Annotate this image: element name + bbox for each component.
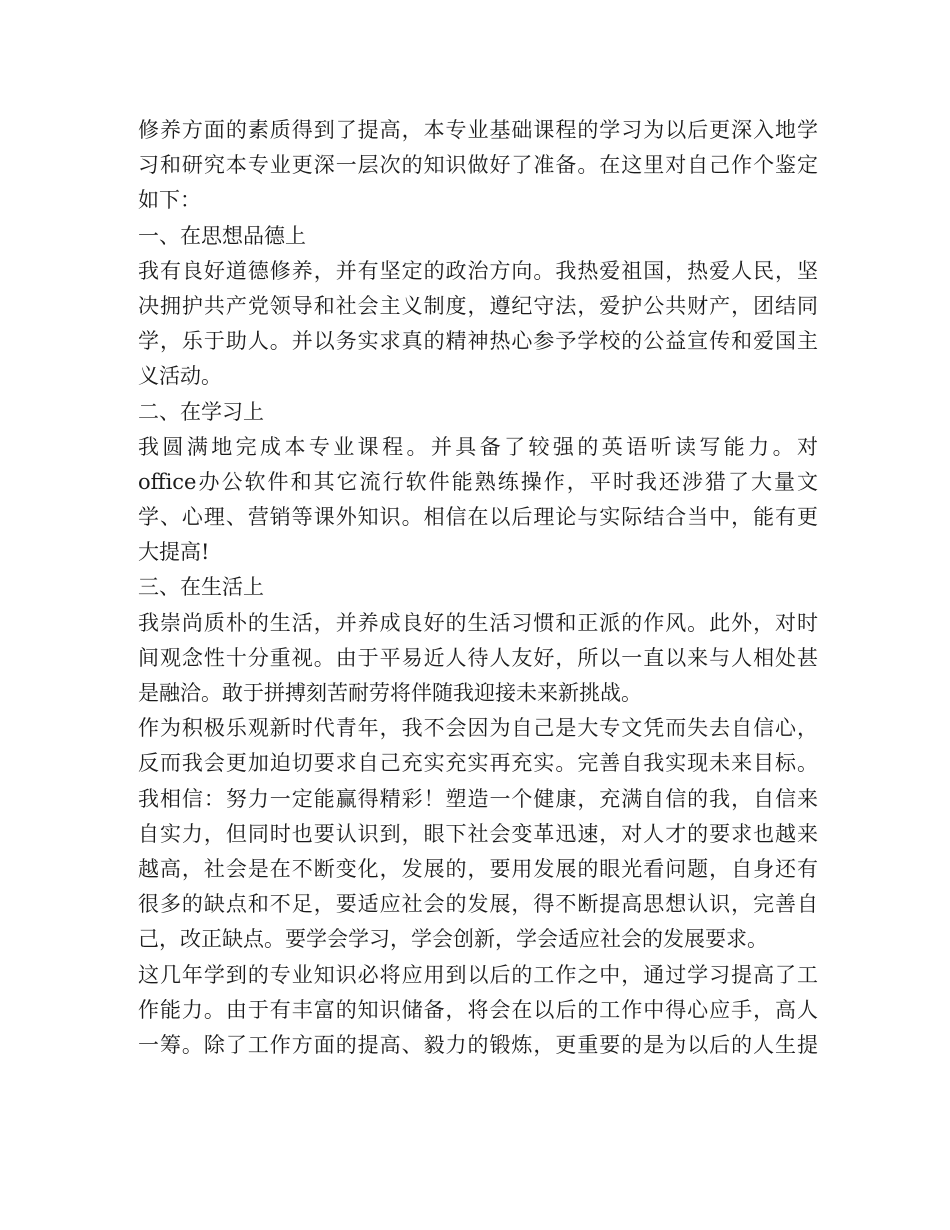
text-line: 己，改正缺点。要学会学习，学会创新，学会适应社会的发展要求。: [138, 927, 768, 952]
text-line: 如下：: [138, 188, 201, 213]
section-heading: 一、在思想品德上: [138, 223, 306, 248]
section-heading: 二、在学习上: [138, 399, 264, 424]
text-line: 是融洽。敢于拼搏刻苦耐劳将伴随我迎接未来新挑战。: [138, 681, 642, 705]
text-line: 反而我会更加迫切要求自己充实充实再充实。完善自我实现未来目标。: [138, 751, 818, 776]
text-line: 大提高!: [138, 540, 210, 565]
text-line: 作为积极乐观新时代青年，我不会因为自己是大专文凭而失去自信心，: [138, 716, 818, 741]
text-line: 作能力。由于有丰富的知识储备，将会在以后的工作中得心应手，高人: [138, 997, 818, 1022]
text-line: 一筹。除了工作方面的提高、毅力的锻炼，更重要的是为以后的人生提: [138, 1032, 818, 1057]
text-line: 间观念性十分重视。由于平易近人待人友好，所以一直以来与人相处甚: [138, 645, 818, 670]
text-line: office办公软件和其它流行软件能熟练操作，平时我还涉猎了大量文: [138, 469, 818, 494]
text-line: 学，乐于助人。并以务实求真的精神热心参予学校的公益宣传和爱国主: [138, 329, 818, 354]
text-line: 越高，社会是在不断变化，发展的，要用发展的眼光看问题，自身还有: [138, 856, 818, 881]
text-line: 自实力，但同时也要认识到，眼下社会变革迅速，对人才的要求也越来: [138, 821, 818, 846]
text-line: 决拥护共产党领导和社会主义制度，遵纪守法，爱护公共财产，团结同: [138, 293, 818, 318]
text-line: 很多的缺点和不足，要适应社会的发展，得不断提高思想认识，完善自: [138, 892, 818, 917]
document-body: [138, 113, 818, 1063]
text-line: 这几年学到的专业知识必将应用到以后的工作之中，通过学习提高了工: [138, 962, 818, 987]
section-heading: 三、在生活上: [138, 575, 264, 600]
text-line: 我有良好道德修养，并有坚定的政治方向。我热爱祖国，热爱人民，坚: [138, 258, 818, 283]
text-line: 学、心理、营销等课外知识。相信在以后理论与实际结合当中，能有更: [138, 505, 818, 530]
text-line: 我圆满地完成本专业课程。并具备了较强的英语听读写能力。对: [138, 434, 818, 459]
text-line: 我相信：努力一定能赢得精彩！塑造一个健康，充满自信的我，自信来: [138, 786, 818, 811]
text-line: 我崇尚质朴的生活，并养成良好的生活习惯和正派的作风。此外，对时: [138, 610, 818, 635]
text-line: 习和研究本专业更深一层次的知识做好了准备。在这里对自己作个鉴定: [138, 153, 818, 178]
text-line: 修养方面的素质得到了提高，本专业基础课程的学习为以后更深入地学: [138, 118, 818, 142]
text-line: 义活动。: [138, 364, 222, 389]
